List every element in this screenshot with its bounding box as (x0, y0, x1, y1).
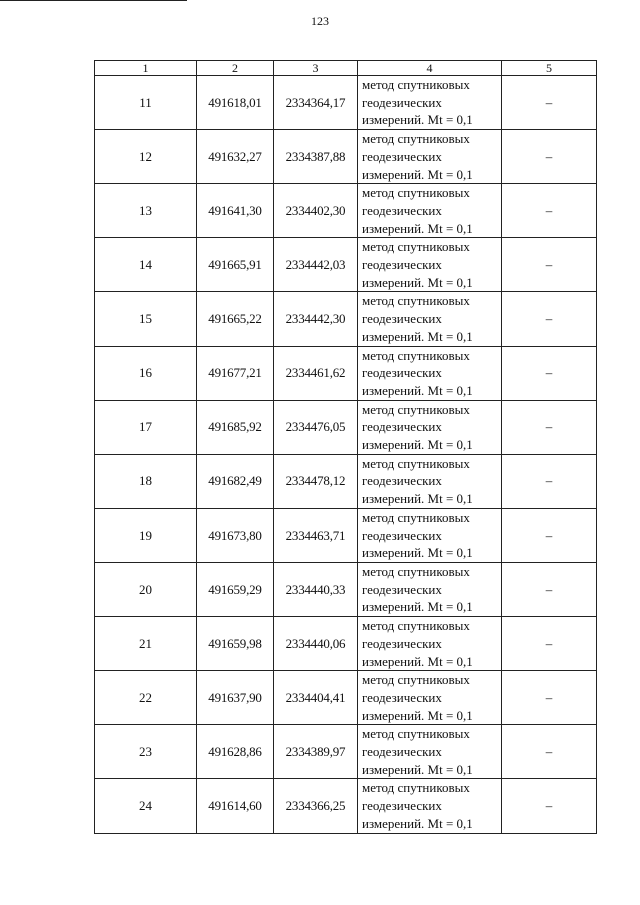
method-cell (358, 238, 502, 292)
method-line: метод спутниковых (362, 726, 470, 742)
x-coordinate-cell: 491682,49 (197, 454, 274, 508)
method-line: метод спутниковых (362, 77, 470, 92)
method-line: геодезических (362, 744, 442, 760)
method-cell (358, 617, 502, 671)
method-cell (358, 346, 502, 400)
note-cell: – (502, 617, 597, 671)
coordinates-table (94, 60, 597, 834)
x-coordinate-cell: 491665,91 (197, 238, 274, 292)
point-number-cell: 18 (95, 454, 197, 508)
note-cell: – (502, 76, 597, 130)
method-cell (358, 562, 502, 616)
x-coordinate-cell: 491659,29 (197, 562, 274, 616)
method-cell (358, 400, 502, 454)
y-coordinate-cell: 2334366,25 (274, 779, 358, 833)
header-col-5: 5 (502, 61, 597, 76)
point-number-cell: 21 (95, 617, 197, 671)
header-col-1: 1 (95, 61, 197, 76)
top-rule (0, 0, 187, 1)
y-coordinate-cell: 2334404,41 (274, 671, 358, 725)
method-line: геодезических (362, 635, 442, 651)
y-coordinate-cell: 2334461,62 (274, 346, 358, 400)
point-number-cell: 16 (95, 346, 197, 400)
method-line: геодезических (362, 419, 442, 435)
note-cell: – (502, 292, 597, 346)
table-body (95, 76, 597, 834)
method-line: измерений. Mt = 0,1 (362, 112, 473, 128)
method-line: измерений. Mt = 0,1 (362, 437, 473, 453)
method-line: геодезических (362, 202, 442, 218)
table-row (95, 617, 597, 671)
method-line: метод спутниковых (362, 131, 470, 147)
y-coordinate-cell: 2334440,33 (274, 562, 358, 616)
point-number-cell: 19 (95, 508, 197, 562)
table-row (95, 76, 597, 130)
y-coordinate-cell: 2334442,03 (274, 238, 358, 292)
method-line: измерений. Mt = 0,1 (362, 707, 473, 723)
method-line: геодезических (362, 581, 442, 597)
method-line: измерений. Mt = 0,1 (362, 653, 473, 669)
method-line: измерений. Mt = 0,1 (362, 545, 473, 561)
note-cell: – (502, 725, 597, 779)
table-row (95, 779, 597, 833)
method-line: измерений. Mt = 0,1 (362, 761, 473, 777)
note-cell: – (502, 346, 597, 400)
method-line: измерений. Mt = 0,1 (362, 220, 473, 236)
method-cell (358, 76, 502, 130)
method-cell (358, 508, 502, 562)
table-row (95, 671, 597, 725)
note-cell: – (502, 671, 597, 725)
y-coordinate-cell: 2334478,12 (274, 454, 358, 508)
method-line: метод спутниковых (362, 293, 470, 309)
method-line: геодезических (362, 311, 442, 327)
method-line: метод спутниковых (362, 455, 470, 471)
method-line: метод спутниковых (362, 509, 470, 525)
table-row (95, 400, 597, 454)
method-cell (358, 725, 502, 779)
method-line: измерений. Mt = 0,1 (362, 599, 473, 615)
method-line: измерений. Mt = 0,1 (362, 274, 473, 290)
table-row (95, 346, 597, 400)
x-coordinate-cell: 491628,86 (197, 725, 274, 779)
method-line: геодезических (362, 94, 442, 110)
method-cell (358, 184, 502, 238)
method-line: измерений. Mt = 0,1 (362, 382, 473, 398)
header-col-3: 3 (274, 61, 358, 76)
x-coordinate-cell: 491665,22 (197, 292, 274, 346)
method-line: измерений. Mt = 0,1 (362, 328, 473, 344)
table-row (95, 238, 597, 292)
header-col-2: 2 (197, 61, 274, 76)
header-col-4: 4 (358, 61, 502, 76)
table-row (95, 562, 597, 616)
method-cell (358, 454, 502, 508)
x-coordinate-cell: 491673,80 (197, 508, 274, 562)
header-row (95, 61, 597, 76)
note-cell: – (502, 562, 597, 616)
note-cell: – (502, 184, 597, 238)
y-coordinate-cell: 2334364,17 (274, 76, 358, 130)
method-line: метод спутниковых (362, 780, 470, 796)
x-coordinate-cell: 491677,21 (197, 346, 274, 400)
y-coordinate-cell: 2334402,30 (274, 184, 358, 238)
note-cell: – (502, 130, 597, 184)
point-number-cell: 14 (95, 238, 197, 292)
x-coordinate-cell: 491659,98 (197, 617, 274, 671)
x-coordinate-cell: 491641,30 (197, 184, 274, 238)
note-cell: – (502, 508, 597, 562)
point-number-cell: 17 (95, 400, 197, 454)
y-coordinate-cell: 2334476,05 (274, 400, 358, 454)
x-coordinate-cell: 491685,92 (197, 400, 274, 454)
point-number-cell: 11 (95, 76, 197, 130)
method-line: геодезических (362, 365, 442, 381)
table-row (95, 508, 597, 562)
method-line: измерений. Mt = 0,1 (362, 491, 473, 507)
x-coordinate-cell: 491618,01 (197, 76, 274, 130)
method-line: геодезических (362, 527, 442, 543)
point-number-cell: 15 (95, 292, 197, 346)
method-line: измерений. Mt = 0,1 (362, 166, 473, 182)
method-line: метод спутниковых (362, 563, 470, 579)
page-number: 123 (311, 14, 329, 28)
y-coordinate-cell: 2334463,71 (274, 508, 358, 562)
method-line: геодезических (362, 257, 442, 273)
method-line: геодезических (362, 473, 442, 489)
note-cell: – (502, 238, 597, 292)
note-cell: – (502, 400, 597, 454)
method-cell (358, 779, 502, 833)
table-row (95, 130, 597, 184)
method-cell (358, 292, 502, 346)
x-coordinate-cell: 491632,27 (197, 130, 274, 184)
method-line: геодезических (362, 689, 442, 705)
table-row (95, 184, 597, 238)
point-number-cell: 22 (95, 671, 197, 725)
method-line: метод спутниковых (362, 239, 470, 255)
point-number-cell: 24 (95, 779, 197, 833)
point-number-cell: 12 (95, 130, 197, 184)
y-coordinate-cell: 2334442,30 (274, 292, 358, 346)
method-line: геодезических (362, 148, 442, 164)
point-number-cell: 20 (95, 562, 197, 616)
method-cell (358, 130, 502, 184)
y-coordinate-cell: 2334440,06 (274, 617, 358, 671)
y-coordinate-cell: 2334387,88 (274, 130, 358, 184)
method-line: метод спутниковых (362, 185, 470, 201)
point-number-cell: 13 (95, 184, 197, 238)
method-line: измерений. Mt = 0,1 (362, 815, 473, 831)
note-cell: – (502, 454, 597, 508)
method-line: метод спутниковых (362, 401, 470, 417)
method-line: метод спутниковых (362, 672, 470, 688)
table-row (95, 725, 597, 779)
table-row (95, 454, 597, 508)
method-cell (358, 671, 502, 725)
note-cell: – (502, 779, 597, 833)
y-coordinate-cell: 2334389,97 (274, 725, 358, 779)
table-row (95, 292, 597, 346)
method-line: метод спутниковых (362, 618, 470, 634)
method-line: геодезических (362, 798, 442, 814)
x-coordinate-cell: 491614,60 (197, 779, 274, 833)
method-line: метод спутниковых (362, 347, 470, 363)
x-coordinate-cell: 491637,90 (197, 671, 274, 725)
point-number-cell: 23 (95, 725, 197, 779)
